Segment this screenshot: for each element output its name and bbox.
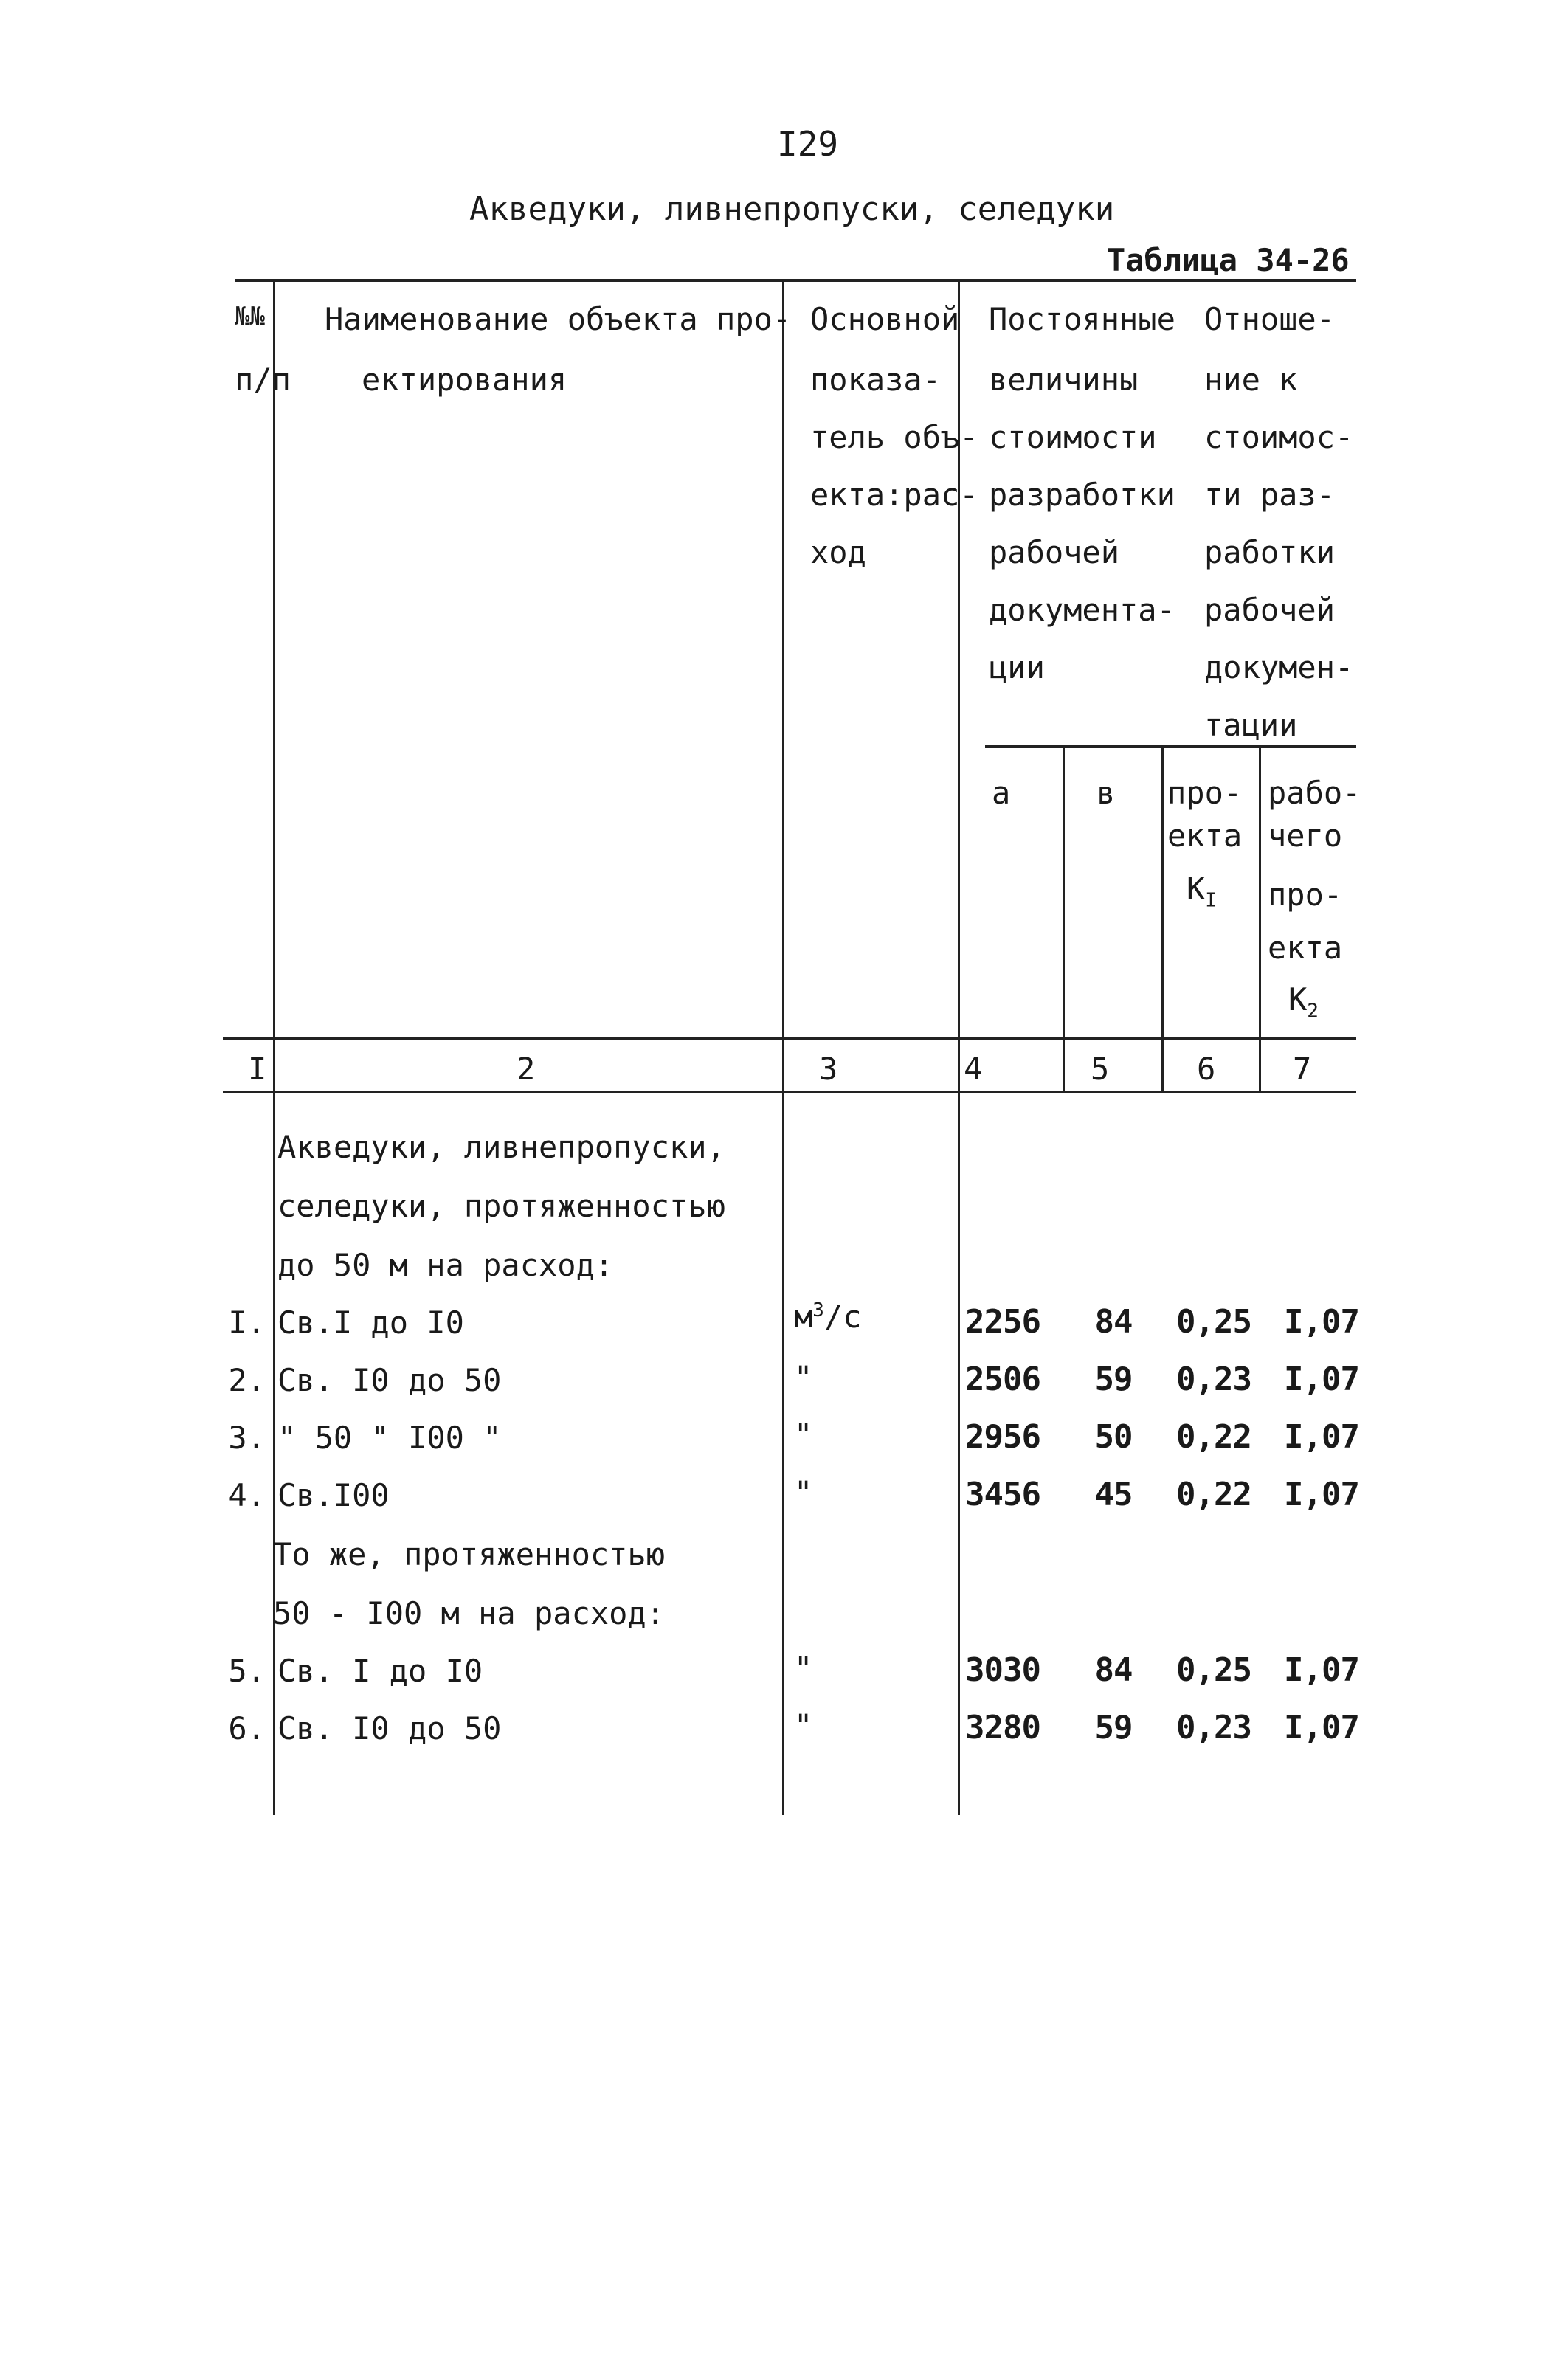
ditto-mark: " <box>794 1417 813 1453</box>
value-k2: I,07 <box>1284 1418 1359 1456</box>
header-text: про- <box>1167 775 1243 811</box>
header-text: работки <box>1204 534 1336 570</box>
value-b: 84 <box>1094 1651 1133 1689</box>
header-text: ции <box>989 649 1045 685</box>
header-text: тации <box>1204 707 1298 743</box>
value-b: 59 <box>1094 1361 1133 1398</box>
value-a: 2956 <box>965 1418 1040 1456</box>
value-k2: I,07 <box>1284 1651 1359 1689</box>
row-number: 4. <box>228 1477 266 1513</box>
header-text: рабочей <box>1204 592 1336 628</box>
header-text: разработки <box>989 477 1175 513</box>
row-name: " 50 " I00 " <box>277 1420 502 1456</box>
page-title: Акведуки, ливнепропуски, селедуки <box>469 190 1115 228</box>
k-letter: K <box>1288 981 1308 1017</box>
value-b: 84 <box>1094 1303 1133 1341</box>
header-text: рабо- <box>1268 775 1361 811</box>
column-number: 4 <box>964 1051 983 1087</box>
group-line: Акведуки, ливнепропуски, <box>277 1129 725 1165</box>
row-number: 6. <box>228 1710 266 1746</box>
header-text: №№ <box>235 302 265 331</box>
unit-base: м <box>794 1299 813 1335</box>
subheader-b: в <box>1096 775 1116 811</box>
value-a: 3456 <box>965 1476 1040 1513</box>
header-text: Отноше- <box>1204 301 1336 337</box>
k-letter: K <box>1187 871 1206 907</box>
value-b: 45 <box>1094 1476 1133 1513</box>
group-line: до 50 м на расход: <box>277 1247 614 1283</box>
header-text: докумен- <box>1204 649 1354 685</box>
value-k2: I,07 <box>1284 1303 1359 1341</box>
col-line-2 <box>782 280 784 1815</box>
row-name: Св. I0 до 50 <box>277 1362 502 1398</box>
header-text: екта <box>1167 818 1243 854</box>
header-text: документа- <box>989 592 1175 628</box>
ditto-mark: " <box>794 1359 813 1395</box>
row-number: 3. <box>228 1420 266 1456</box>
row-unit <box>794 1299 862 1335</box>
header-text <box>1288 981 1319 1023</box>
row-number: I. <box>228 1305 266 1341</box>
header-text: Постоянные <box>989 301 1175 337</box>
row-name: Св.I00 <box>277 1477 390 1513</box>
header-text: тель объ- <box>810 419 978 455</box>
header-text: Основной <box>810 301 960 337</box>
unit-exp: 3 <box>812 1299 824 1321</box>
value-k1: 0,22 <box>1176 1476 1251 1513</box>
group-line: То же, протяженностью <box>273 1536 666 1572</box>
header-text: екта <box>1268 930 1343 966</box>
row-name: Св. I0 до 50 <box>277 1710 502 1746</box>
header-top-rule <box>235 279 1356 282</box>
value-k1: 0,23 <box>1176 1361 1251 1398</box>
header-text: величины <box>989 362 1139 398</box>
row-name: Св. I до I0 <box>277 1653 483 1689</box>
header-text <box>1187 871 1217 912</box>
ditto-mark: " <box>794 1474 813 1510</box>
header-text: рабочей <box>989 534 1120 570</box>
row-name: Св.I до I0 <box>277 1305 464 1341</box>
value-a: 2506 <box>965 1361 1040 1398</box>
value-a: 2256 <box>965 1303 1040 1341</box>
subheader-a: а <box>992 775 1011 811</box>
table-label: Таблица 34-26 <box>1107 242 1350 278</box>
header-text: екта:рас- <box>810 477 978 513</box>
header-text: стоимос- <box>1204 419 1354 455</box>
col-line-4 <box>1063 747 1065 1093</box>
k-index: I <box>1205 889 1217 912</box>
value-k1: 0,22 <box>1176 1418 1251 1456</box>
column-number: 2 <box>517 1051 536 1087</box>
row-number: 5. <box>228 1653 266 1689</box>
header-text: стоимости <box>989 419 1157 455</box>
unit-tail: /с <box>823 1299 862 1335</box>
value-b: 59 <box>1094 1709 1133 1746</box>
value-k1: 0,25 <box>1176 1303 1251 1341</box>
ditto-mark: " <box>794 1650 813 1686</box>
column-number: 7 <box>1293 1051 1312 1087</box>
value-a: 3280 <box>965 1709 1040 1746</box>
col-line-5 <box>1161 747 1164 1093</box>
column-number: 5 <box>1091 1051 1110 1087</box>
numbers-bottom-rule <box>223 1091 1356 1093</box>
header-bottom-rule <box>223 1037 1356 1040</box>
group-line: селедуки, протяженностью <box>277 1188 725 1224</box>
k-index: 2 <box>1307 1000 1319 1023</box>
header-text: ти раз- <box>1204 477 1336 513</box>
group-line: 50 - I00 м на расход: <box>273 1595 666 1631</box>
header-text: показа- <box>810 362 942 398</box>
header-text: ход <box>810 534 866 570</box>
value-k2: I,07 <box>1284 1476 1359 1513</box>
value-k2: I,07 <box>1284 1709 1359 1746</box>
value-a: 3030 <box>965 1651 1040 1689</box>
row-number: 2. <box>228 1362 266 1398</box>
ditto-mark: " <box>794 1707 813 1744</box>
col-line-1 <box>273 280 275 1815</box>
header-text: ние к <box>1204 362 1298 398</box>
header-text: Наименование объекта про- <box>325 301 792 337</box>
header-text: п/п <box>235 362 291 398</box>
value-k2: I,07 <box>1284 1361 1359 1398</box>
header-text: чего <box>1268 818 1343 854</box>
value-b: 50 <box>1094 1418 1133 1456</box>
page-number: I29 <box>777 124 839 164</box>
header-text: ектирования <box>362 362 567 398</box>
col-line-6 <box>1259 747 1261 1093</box>
value-k1: 0,25 <box>1176 1651 1251 1689</box>
header-sub-rule <box>985 745 1356 748</box>
value-k1: 0,23 <box>1176 1709 1251 1746</box>
column-number: 3 <box>819 1051 838 1087</box>
header-text: про- <box>1268 877 1343 913</box>
column-number: 6 <box>1197 1051 1216 1087</box>
column-number: I <box>248 1051 267 1087</box>
